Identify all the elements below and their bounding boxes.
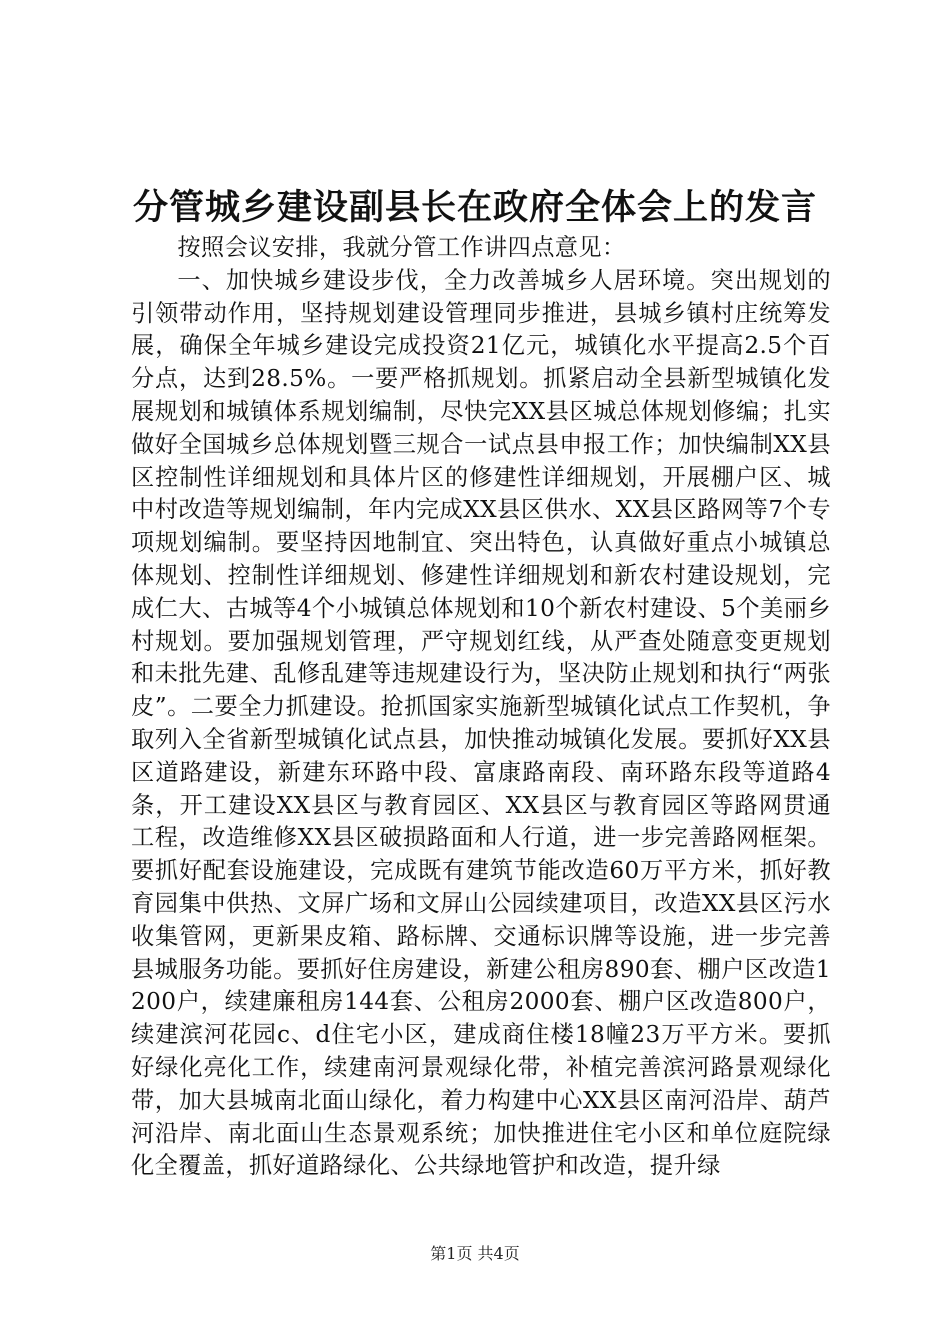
paragraph-section-one: 一、加快城乡建设步伐，全力改善城乡人居环境。突出规划的引领带动作用，坚持规划建设管理同步推进，县城乡镇村庄统筹发展，确保全年城乡建设完成投资21亿元，城镇化水平提高2.5个百分点，达到28.5%。一要严格抓规划。抓紧启动全县新型城镇化发展规划和城镇体系规划编制，尽快完XX县区城总体规划修编；扎实做好全国城乡总体规划暨三规合一试点县申报工作；加快编制XX县区控制性详细规划和具体片区的修建性详细规划，开展棚户区、城中村改造等规划编制，年内完成XX县区供水、XX县区路网等7个专项规划编制。要坚持因地制宜、突出特色，认真做好重点小城镇总体规划、控制性详细规划、修建性详细规划和新农村建设规划，完成仁大、古城等4个小城镇总体规划和10个新农村建设、5个美丽乡村规划。要加强规划管理，严守规划红线，从严查处随意变更规划和未批先建、乱修乱建等违规建设行为，坚决防止规划和执行“两张皮”。二要全力抓建设。抢抓国家实施新型城镇化试点工作契机，争取列入全省新型城镇化试点县，加快推动城镇化发展。要抓好XX县区道路建设，新建东环路中段、富康路南段、南环路东段等道路4条，开工建设XX县区与教育园区、XX县区与教育园区等路网贯通工程，改造维修XX县区破损路面和人行道，进一步完善路网框架。要抓好配套设施建设，完成既有建筑节能改造60万平方米，抓好教育园集中供热、文屏广场和文屏山公园续建项目，改造XX县区污水收集管网，更新果皮箱、路标牌、交通标识牌等设施，进一步完善县城服务功能。要抓好住房建设，新建公租房890套、棚户区改造1200户，续建廉租房144套、公租房2000套、棚户区改造800户，续建滨河花园c、d住宅小区，建成商住楼18幢23万平方米。要抓好绿化亮化工作，续建南河景观绿化带，补植完善滨河路景观绿化带，加大县城南北面山绿化，着力构建中心XX县区南河沿岸、葫芦河沿岸、南北面山生态景观系统；加快推进住宅小区和单位庭院绿化全覆盖，抓好道路绿化、公共绿地管护和改造，提升绿 (131, 266, 831, 1180)
document-body (131, 232, 831, 1183)
page-footer: 第1页 共4页 (430, 1244, 520, 1263)
paragraph-intro: 按照会议安排，我就分管工作讲四点意见： (177, 234, 626, 261)
document-title: 分管城乡建设副县长在政府全体会上的发言 (132, 187, 817, 228)
